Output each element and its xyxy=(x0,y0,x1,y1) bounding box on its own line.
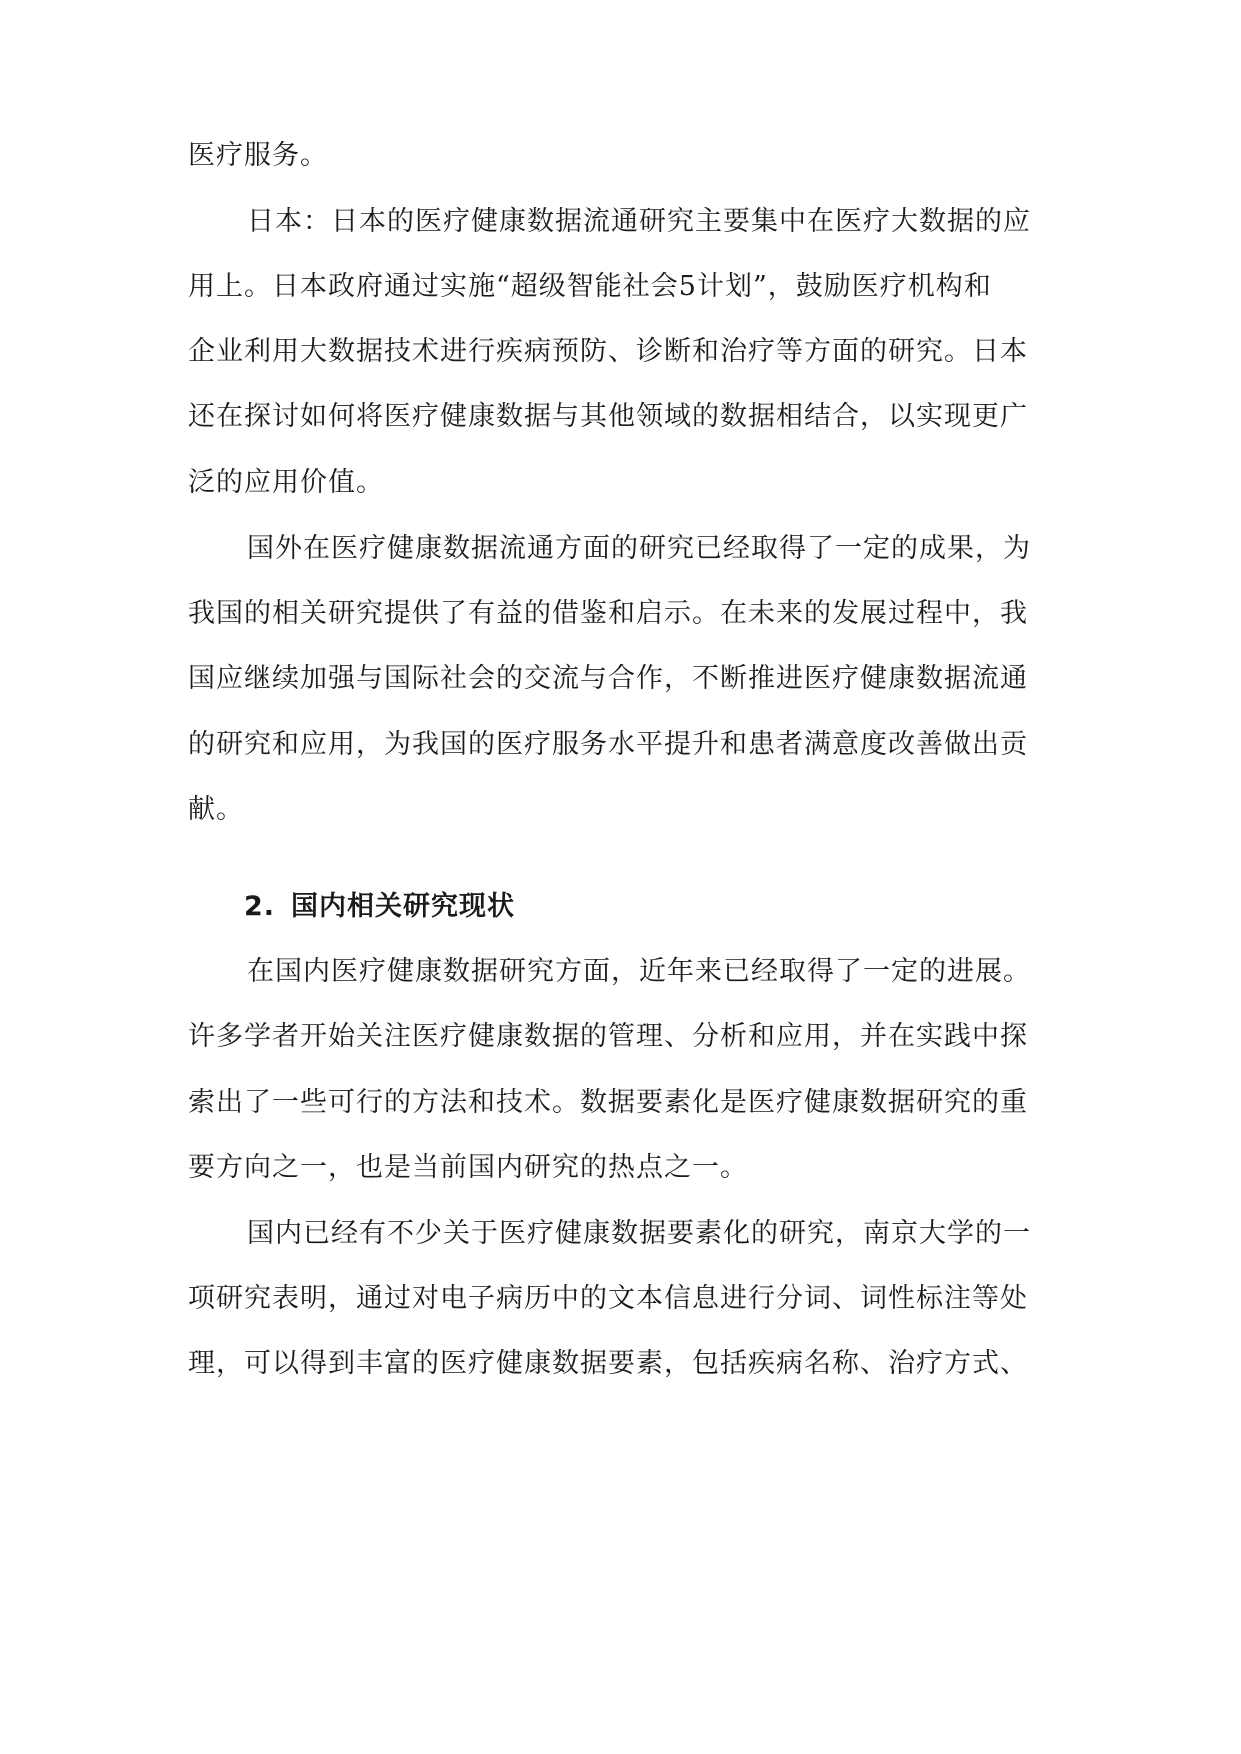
paragraph-line: 我国的相关研究提供了有益的借鉴和启示。在未来的发展过程中，我 xyxy=(188,598,1028,629)
paragraph-line: 在国内医疗健康数据研究方面，近年来已经取得了一定的进展。 xyxy=(247,956,1031,987)
paragraph-line: 许多学者开始关注医疗健康数据的管理、分析和应用，并在实践中探 xyxy=(188,1021,1028,1052)
paragraph-line: 的研究和应用，为我国的医疗服务水平提升和患者满意度改善做出贡 xyxy=(188,729,1028,760)
paragraph-line: 国应继续加强与国际社会的交流与合作，不断推进医疗健康数据流通 xyxy=(188,663,1028,694)
paragraph-line: 要方向之一，也是当前国内研究的热点之一。 xyxy=(188,1152,748,1183)
paragraph-line: 还在探讨如何将医疗健康数据与其他领域的数据相结合，以实现更广 xyxy=(188,401,1028,432)
paragraph-line: 理，可以得到丰富的医疗健康数据要素，包括疾病名称、治疗方式、 xyxy=(188,1348,1028,1379)
paragraph-line: 日本：日本的医疗健康数据流通研究主要集中在医疗大数据的应 xyxy=(247,206,1031,237)
paragraph-line: 献。 xyxy=(188,794,244,825)
paragraph-line: 国外在医疗健康数据流通方面的研究已经取得了一定的成果，为 xyxy=(247,533,1031,564)
paragraph-line: 泛的应用价值。 xyxy=(188,467,384,498)
section-number: 2. xyxy=(244,891,276,922)
section-heading xyxy=(244,888,515,926)
paragraph-line: 项研究表明，通过对电子病历中的文本信息进行分词、词性标注等处 xyxy=(188,1283,1028,1314)
paragraph-line: 企业利用大数据技术进行疾病预防、诊断和治疗等方面的研究。日本 xyxy=(188,336,1028,367)
paragraph-line: 索出了一些可行的方法和技术。数据要素化是医疗健康数据研究的重 xyxy=(188,1087,1028,1118)
paragraph-line: 医疗服务。 xyxy=(188,140,328,171)
paragraph-line: 用上。日本政府通过实施“超级智能社会5计划”，鼓励医疗机构和 xyxy=(188,271,992,302)
section-title: 国内相关研究现状 xyxy=(291,891,515,922)
paragraph-line: 国内已经有不少关于医疗健康数据要素化的研究，南京大学的一 xyxy=(247,1218,1031,1249)
